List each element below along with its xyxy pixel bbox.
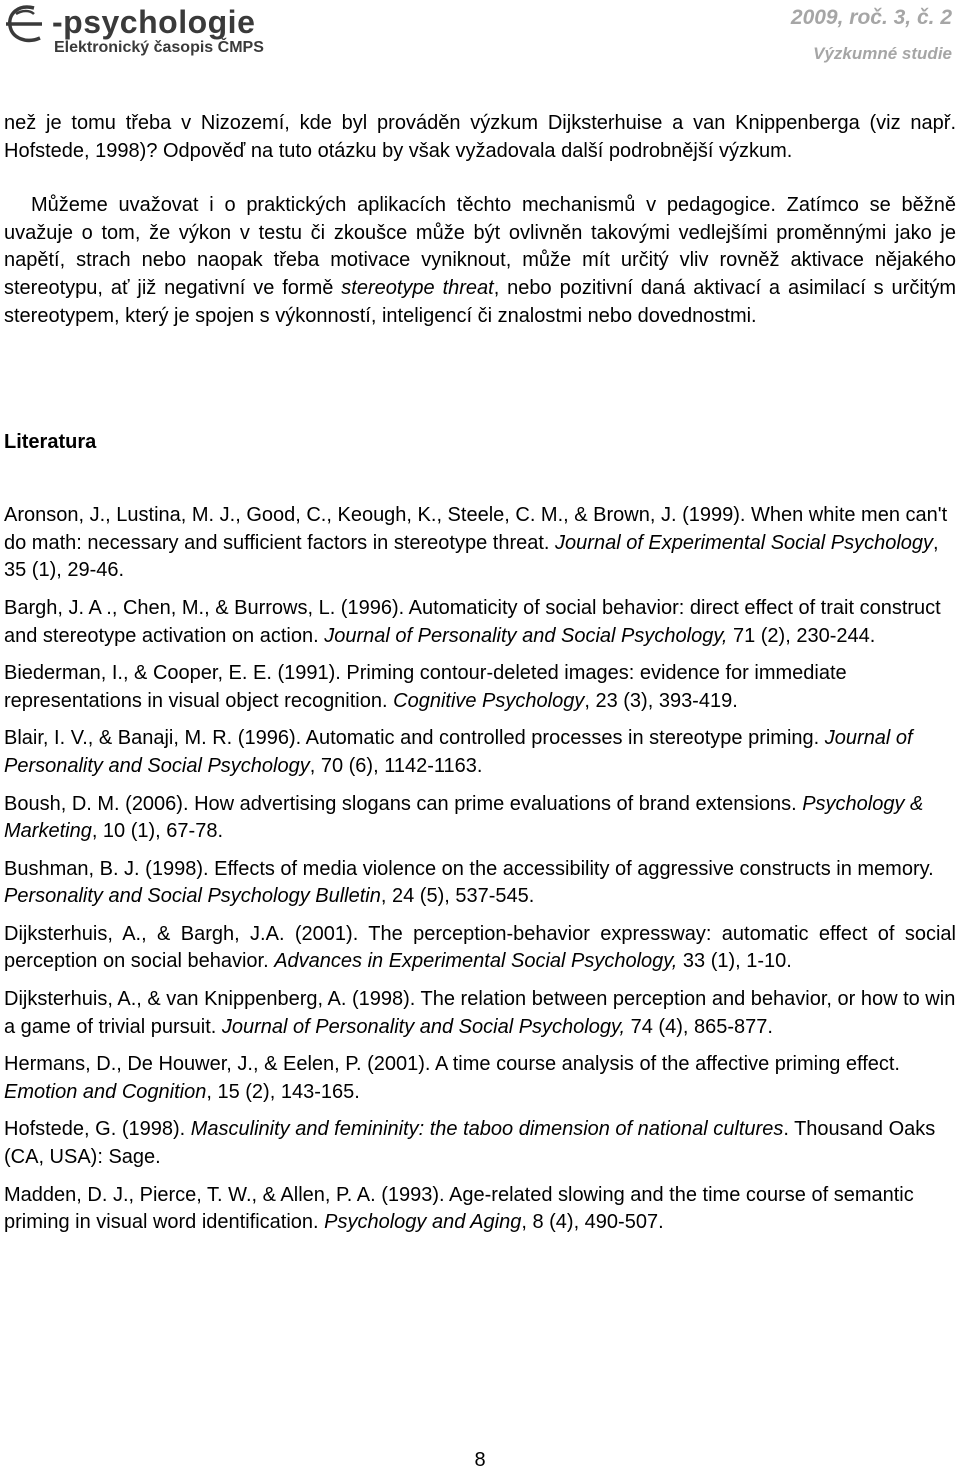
reference-text: Hermans, D., De Houwer, J., & Eelen, P. (2001). A time course analysis of the affective priming effect. [4,1053,900,1076]
journal-logo-title: -psychologie [52,4,256,40]
reference-text: Dijksterhuis, A., & Bargh, J.A. (2001). The perception-behavior expressway: automatic effect of social perception on social behavior. [4,922,956,973]
reference-details: 74 (4), 865-877. [625,1015,773,1038]
body-paragraph-1: než je tomu třeba v Nizozemí, kde byl prováděn výzkum Dijksterhuise a van Knippenberga (viz např. Hofstede, 1998)? Odpověď na tuto otázku by však vyžadovala další podrobnější výzkum. [4,112,956,162]
reference-text: Aronson, J., Lustina, M. J., Good, C., Keough, K., Steele, C. M., & Brown, J. (1999). When white men can't do math: necessary and sufficient factors in stereotype threat. [4,504,948,554]
reference-source: Emotion and Cognition [4,1080,207,1103]
reference-source: Psychology & Marketing [4,792,924,843]
reference-details: , 15 (2), 143-165. [206,1080,360,1103]
reference-item [4,595,956,650]
reference-item [4,986,956,1041]
reference-source: Journal of Personality and Social Psychology, [324,624,728,647]
body-paragraph-2-text-c: , nebo pozitivní daná aktivací a asimilací s určitým stereotypem, který je spojen s výkonností, inteligencí či znalostmi nebo dovednostmi. [4,276,956,327]
reference-item [4,791,956,846]
reference-item [4,725,956,780]
reference-source: Psychology and Aging [324,1211,522,1234]
reference-list [4,502,956,1237]
reference-source: Advances in Experimental Social Psychology, [274,950,678,973]
page-number: 8 [474,1449,486,1471]
reference-source: Journal of Experimental Social Psychology [555,531,934,554]
reference-details: , 24 (5), 537-545. [380,885,535,908]
issue-label: 2009, roč. 3, č. 2 [790,6,952,29]
reference-details: , 35 (1), 29-46. [4,531,939,582]
reference-item [4,1182,956,1237]
journal-logo-subtitle: Elektronický časopis ČMPS [54,39,264,56]
e-logo-icon [4,2,50,48]
reference-source: Cognitive Psychology [393,689,585,712]
reference-item [4,921,956,976]
reference-details: , 8 (4), 490-507. [521,1211,664,1234]
body-paragraph-2-italic: stereotype threat [341,276,494,299]
literature-heading: Literatura [4,431,97,454]
reference-text: Bargh, J. A ., Chen, M., & Burrows, L. (1996). Automaticity of social behavior: direct effect of trait construct and stereotype activation on action. [4,596,941,647]
reference-item [4,1051,956,1106]
reference-details: , 23 (3), 393-419. [584,689,738,712]
reference-details: 33 (1), 1-10. [677,950,792,973]
body-paragraph-2 [4,192,956,330]
reference-text: Blair, I. V., & Banaji, M. R. (1996). Automatic and controlled processes in stereotype priming. [4,727,825,750]
reference-details: , 10 (1), 67-78. [91,820,223,843]
page-content [4,110,956,1247]
body-paragraph-2-text-a: Můžeme uvažovat i o praktických aplikacích těchto mechanismů v pedagogice. Zatímco se běžně uvažuje o tom, že výkon v testu či zkoušce může být ovlivněn takovými vedlejšími proměnnými jako je napětí, strach nebo naopak třeba motivace vyniknout, může mít určitý vliv rovněž aktivace nějakého stereotypu, ať již negativní ve formě [4,194,956,299]
reference-item [4,856,956,911]
reference-source: Journal of Personality and Social Psychology [4,727,913,777]
reference-text: Hofstede, G. (1998). [4,1118,191,1141]
reference-text: Biederman, I., & Cooper, E. E. (1991). Priming contour-deleted images: evidence for immediate representations in visual object recognition. [4,662,847,712]
reference-text: Bushman, B. J. (1998). Effects of media violence on the accessibility of aggressive constructs in memory. [4,857,934,880]
reference-source: Personality and Social Psychology Bulletin [4,885,381,908]
reference-details: . Thousand Oaks (CA, USA): Sage. [4,1118,936,1169]
reference-item [4,660,956,715]
page-header [0,0,960,80]
reference-item [4,502,956,585]
reference-text: Madden, D. J., Pierce, T. W., & Allen, P. A. (1993). Age-related slowing and the time course of semantic priming in visual word identification. [4,1183,914,1234]
reference-details: 71 (2), 230-244. [727,624,876,647]
reference-item [4,1116,956,1171]
reference-details: , 70 (6), 1142-1163. [309,754,483,777]
section-label: Výzkumné studie [813,44,952,63]
reference-text: Boush, D. M. (2006). How advertising slogans can prime evaluations of brand extensions. [4,792,803,815]
reference-text: Dijksterhuis, A., & van Knippenberg, A. (1998). The relation between perception and behavior, or how to win a game of trivial pursuit. [4,988,956,1038]
reference-source: Journal of Personality and Social Psychology, [221,1015,626,1038]
reference-source: Masculinity and femininity: the taboo dimension of national cultures [190,1118,784,1141]
